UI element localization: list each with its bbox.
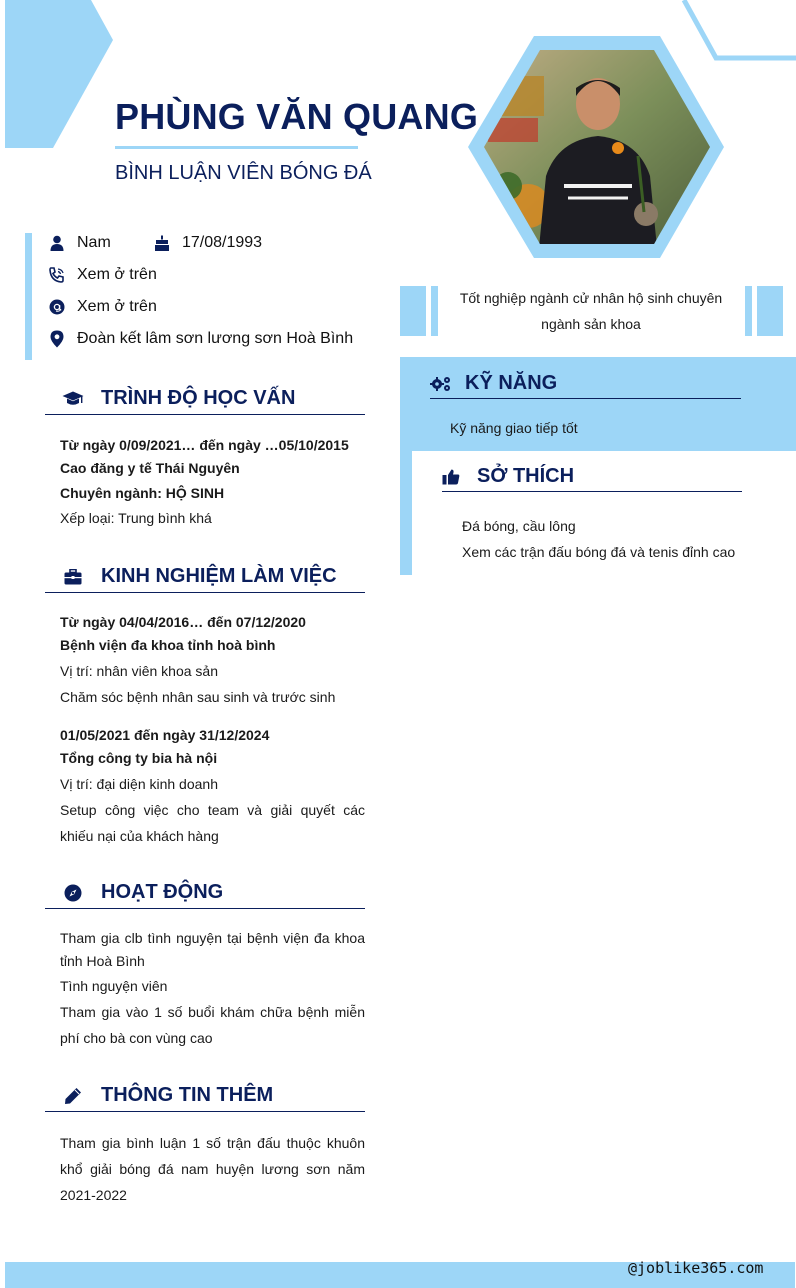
experience-position: Vị trí: nhân viên khoa sản <box>60 663 218 679</box>
note-decoration-left <box>400 286 426 336</box>
phone-value: Xem ở trên <box>77 266 157 283</box>
note-decoration-right-thin <box>745 286 752 336</box>
experience-entry-1 <box>60 611 365 710</box>
experience-position: Vị trí: đại diện kinh doanh <box>60 776 218 792</box>
hobbies-list <box>462 513 735 565</box>
education-header <box>45 383 365 415</box>
user-icon <box>47 233 67 253</box>
candidate-name: PHÙNG VĂN QUANG <box>115 96 479 137</box>
birthday-row <box>152 231 262 255</box>
note-decoration-left-thin <box>431 286 438 336</box>
more-info-title: THÔNG TIN THÊM <box>101 1084 274 1106</box>
graduation-cap-icon <box>45 391 101 407</box>
experience-period: 01/05/2021 đến ngày 31/12/2024 <box>60 727 270 743</box>
experience-company: Tổng công ty bia hà nội <box>60 750 218 766</box>
more-info-text: Tham gia bình luận 1 số trận đấu thuộc khuôn khổ giải bóng đá nam huyện lương sơn năm 2021-2022 <box>60 1135 365 1203</box>
address-value: Đoàn kết lâm sơn lương sơn Hoà Bình <box>77 330 354 347</box>
education-grade: Xếp loại: Trung bình khá <box>60 510 212 526</box>
activities-header <box>45 877 365 909</box>
briefcase-icon <box>45 569 101 585</box>
phone-icon <box>47 265 67 285</box>
activities-list <box>60 927 365 1051</box>
experience-period: Từ ngày 04/04/2016… đến 07/12/2020 <box>60 614 306 630</box>
hobby-item: Đá bóng, cầu lông <box>462 518 576 534</box>
email-value: Xem ở trên <box>77 298 157 315</box>
skills-header <box>430 369 741 399</box>
experience-entry-2 <box>60 724 365 849</box>
pencil-icon <box>45 1087 101 1105</box>
skills-title: KỸ NĂNG <box>465 372 558 394</box>
footer-watermark: @joblike365.com <box>628 1259 764 1277</box>
gender-value: Nam <box>77 234 111 251</box>
skill-item: Kỹ năng giao tiếp tốt <box>450 420 578 436</box>
experience-header <box>45 561 365 593</box>
more-info-entry <box>60 1130 365 1208</box>
education-major: Chuyên ngành: HỘ SINH <box>60 485 225 501</box>
more-info-header <box>45 1080 365 1112</box>
education-note: Tốt nghiệp ngành cử nhân hộ sinh chuyên ngành sản khoa <box>459 290 723 332</box>
at-icon <box>47 297 67 317</box>
education-period: Từ ngày 0/09/2021… đến ngày …05/10/2015 <box>60 437 349 453</box>
job-title: BÌNH LUẬN VIÊN BÓNG ĐÁ <box>115 162 372 184</box>
avatar <box>468 36 726 258</box>
contact-accent-bar <box>25 233 32 360</box>
email-row <box>47 295 157 319</box>
experience-description: Setup công việc cho team và giải quyết các khiếu nại của khách hàng <box>60 802 365 844</box>
activity-item: Tham gia vào 1 số buổi khám chữa bệnh miễn phí cho bà con vùng cao <box>60 1004 365 1046</box>
hobbies-header <box>442 462 742 492</box>
name-underline <box>115 146 358 149</box>
map-pin-icon <box>47 329 67 349</box>
phone-row <box>47 263 157 287</box>
address-row <box>47 327 353 351</box>
header-decoration-left <box>5 0 115 148</box>
gender-row <box>47 231 111 255</box>
education-title: TRÌNH ĐỘ HỌC VẤN <box>101 387 296 409</box>
experience-company: Bệnh viện đa khoa tỉnh hoà bình <box>60 637 276 653</box>
activity-item: Tham gia clb tình nguyện tại bệnh viện đa khoa tỉnh Hoà Bình <box>60 930 365 969</box>
education-school: Cao đăng y tế Thái Nguyên <box>60 460 240 476</box>
activities-title: HOẠT ĐỘNG <box>101 881 224 903</box>
hobby-item: Xem các trận đấu bóng đá và tenis đỉnh cao <box>462 544 736 560</box>
birthday-value: 17/08/1993 <box>182 234 263 251</box>
experience-title: KINH NGHIỆM LÀM VIỆC <box>101 565 337 587</box>
note-decoration-right <box>757 286 783 336</box>
cake-icon <box>152 233 172 253</box>
hobbies-title: SỞ THÍCH <box>477 465 575 487</box>
education-entry <box>60 434 365 531</box>
compass-icon <box>45 884 101 902</box>
activity-item: Tình nguyện viên <box>60 978 168 994</box>
experience-description: Chăm sóc bệnh nhân sau sinh và trước sinh <box>60 689 336 705</box>
hobbies-accent-bar <box>400 451 412 575</box>
